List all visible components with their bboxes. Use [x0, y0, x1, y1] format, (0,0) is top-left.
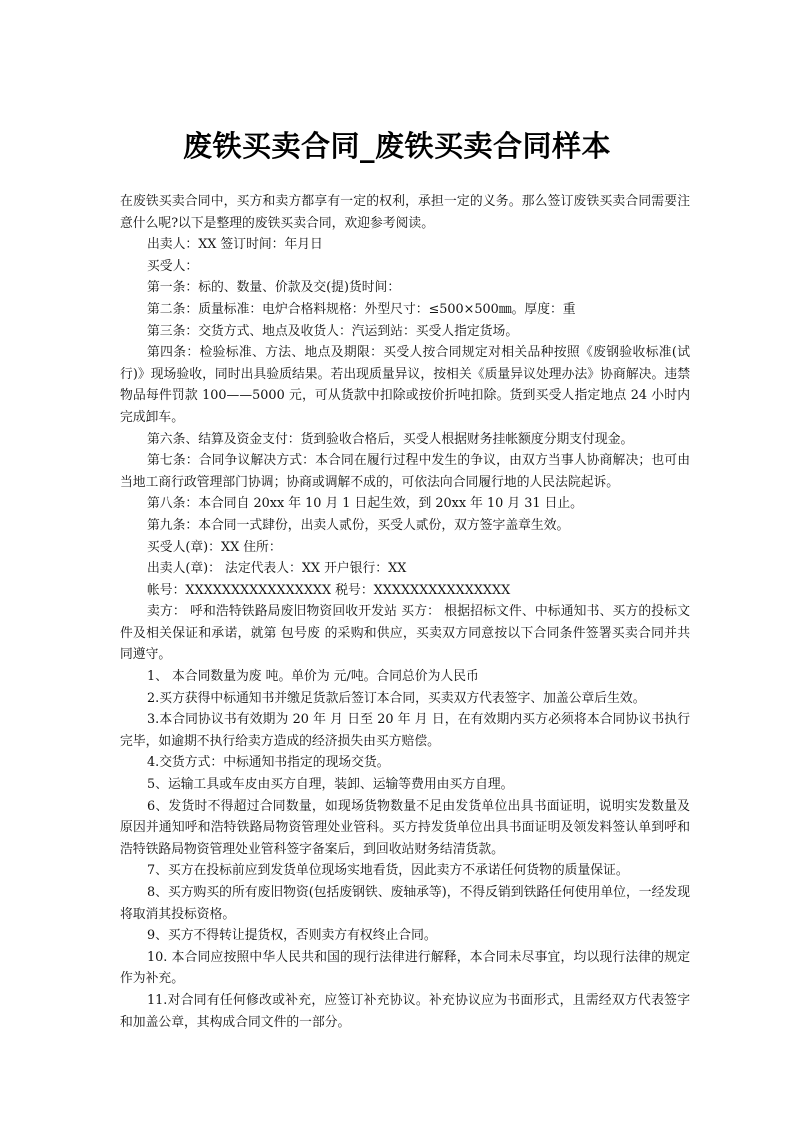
document-paragraph: 7、买方在投标前应到发货单位现场实地看货，因此卖方不承诺任何货物的质量保证。: [147, 863, 629, 879]
document-paragraph: 1、 本合同数量为废 吨。单价为 元/吨。合同总价为人民币: [147, 669, 479, 685]
document-paragraph: 出卖人(章)： 法定代表人：XX 开户银行：XX: [147, 561, 407, 577]
document-paragraph: 帐号：XXXXXXXXXXXXXXXX 税号：XXXXXXXXXXXXXXX: [147, 582, 511, 598]
document-paragraph: 8、买方购买的所有废旧物资(包括废钢铁、废轴承等)，不得反销到铁路任何使用单位，一经发现将取消其投标资格。: [120, 885, 690, 922]
document-paragraph: 9、买方不得转让提货权，否则卖方有权终止合同。: [147, 928, 437, 944]
document-paragraph: 出卖人：XX 签订时间：年月日: [147, 237, 323, 253]
document-paragraph: 第四条：检验标准、方法、地点及期限：买受人按合同规定对相关品种按照《废钢验收标准(试行)》现场验收，同时出具验质结果。若出现质量异议，按相关《质量异议处理办法》协商解决。违禁物品每件罚款 100——5000 元，可从货款中扣除或按价折吨扣除。货到买受人指定地点 24 小时内完成卸车。: [120, 345, 690, 425]
document-paragraph: 6、发货时不得超过合同数量，如现场货物数量不足由发货单位出具书面证明，说明实发数量及原因并通知呼和浩特铁路局物资管理处业管科。买方持发货单位出具书面证明及领发料签认单到呼和浩特铁路局物资管理处业管科签字备案后，到回收站财务结清货款。: [120, 798, 690, 857]
document-paragraph: 10. 本合同应按照中华人民共和国的现行法律进行解释，本合同未尽事宜，均以现行法律的规定作为补充。: [120, 949, 690, 987]
document-paragraph: 2.买方获得中标通知书并缴足货款后签订本合同，买卖双方代表签字、加盖公章后生效。: [147, 690, 646, 706]
document-paragraph: 第一条：标的、数量、价款及交(提)货时间：: [147, 280, 401, 296]
document-paragraph: 第二条：质量标准：电炉合格料规格：外型尺寸：≤500×500㎜。厚度：重: [147, 301, 576, 317]
document-paragraph: 卖方： 呼和浩特铁路局废旧物资回收开发站 买方： 根据招标文件、中标通知书、买方的投标文件及相关保证和承诺，就第 包号废 的采购和供应，买卖双方同意按以下合同条件签署买卖合同并共同遵守。: [120, 604, 690, 663]
document-paragraph: 3.本合同协议书有效期为 20 年 月 日至 20 年 月 日，在有效期内买方必须将本合同协议书执行完毕，如逾期不执行给卖方造成的经济损失由买方赔偿。: [120, 712, 690, 749]
document-body: [120, 191, 690, 1033]
document-paragraph: 第九条：本合同一式肆份，出卖人贰份，买受人贰份，双方签字盖章生效。: [147, 517, 570, 533]
document-paragraph: 第三条：交货方式、地点及收货人：汽运到站：买受人指定货场。: [147, 323, 519, 339]
document-paragraph: 买受人：: [147, 258, 199, 274]
document-paragraph: 第七条：合同争议解决方式：本合同在履行过程中发生的争议，由双方当事人协商解决；也可由当地工商行政管理部门协调；协商或调解不成的，可依法向合同履行地的人民法院起诉。: [120, 453, 690, 490]
document-paragraph: 买受人(章)：XX 住所：: [147, 539, 282, 555]
document-paragraph: 11.对合同有任何修改或补充，应签订补充协议。补充协议应为书面形式，且需经双方代表签字和加盖公章，其构成合同文件的一部分。: [120, 992, 690, 1030]
document-paragraph: 第八条：本合同自 20xx 年 10 月 1 日起生效，到 20xx 年 10 月 31 日止。: [147, 496, 583, 512]
document-paragraph: 第六条、结算及资金支付：货到验收合格后，买受人根据财务挂帐额度分期支付现金。: [147, 431, 634, 447]
document-paragraph: 4.交货方式：中标通知书指定的现场交货。: [147, 755, 390, 771]
document-paragraph: 5、运输工具或车皮由买方自理，装卸、运输等费用由买方自理。: [147, 777, 514, 793]
document-title: 废铁买卖合同_废铁买卖合同样本: [182, 129, 611, 163]
document-paragraph: 在废铁买卖合同中，买方和卖方都享有一定的权利，承担一定的义务。那么签订废铁买卖合同需要注意什么呢?以下是整理的废铁买卖合同，欢迎参考阅读。: [120, 194, 690, 231]
